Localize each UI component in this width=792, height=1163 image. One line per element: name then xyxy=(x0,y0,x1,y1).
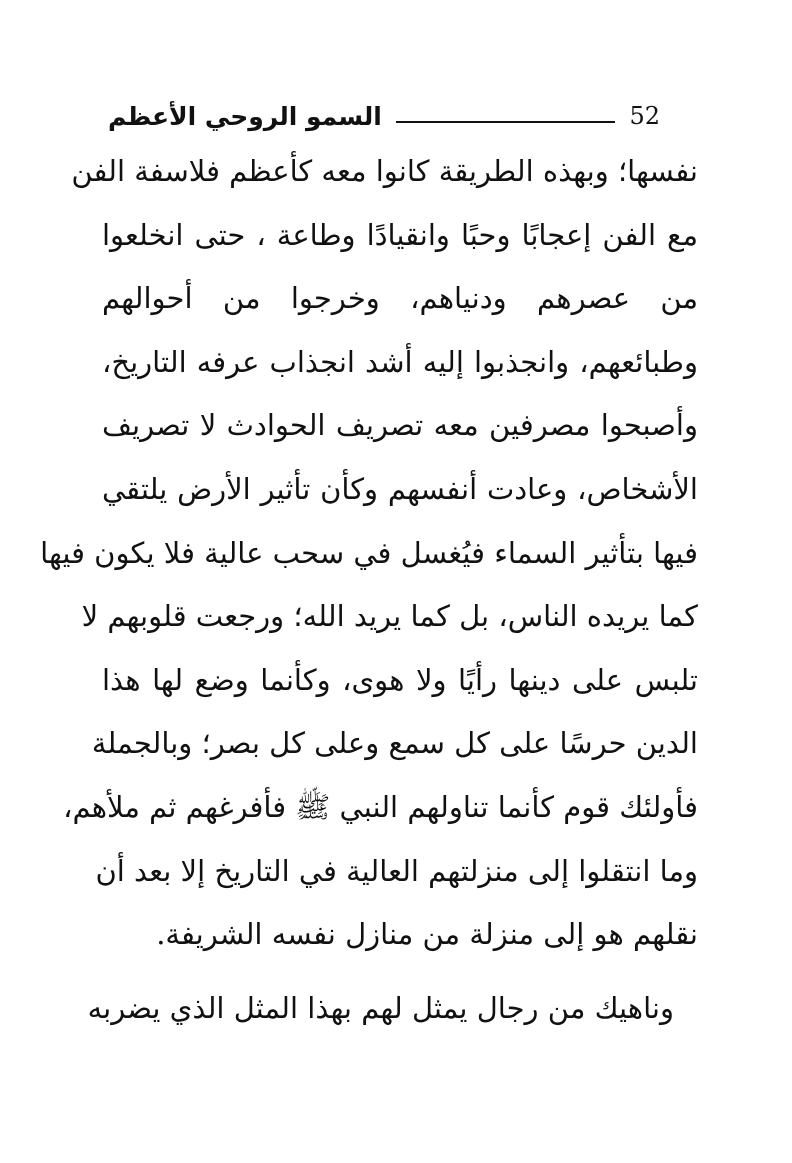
running-header xyxy=(108,96,660,132)
header-rule xyxy=(396,121,616,123)
text-line: من عصرهم ودنياهم، وخرجوا من أحوالهم xyxy=(102,281,698,316)
text-line: فأولئك قوم كأنما تناولهم النبي ﷺ فأفرغهم ثم ملأهم، xyxy=(63,789,698,824)
text-line: مع الفن إعجابًا وحبًا وانقيادًا وطاعة ، حتى انخلعوا xyxy=(102,217,698,252)
text-line: نفسها؛ وبهذه الطريقة كانوا معه كأعظم فلاسفة الفن xyxy=(71,154,698,188)
text-line: وأصبحوا مصرفين معه تصريف الحوادث لا تصريف xyxy=(102,408,698,443)
text-line: فيها بتأثير السماء فيُغسل في سحب عالية فلا يكون فيها xyxy=(40,535,698,570)
text-line: تلبس على دينها رأيًا ولا هوى، وكأنما وضع لها هذا xyxy=(102,662,698,697)
body-text xyxy=(40,140,698,1040)
text-line: كما يريده الناس، بل كما يريد الله؛ ورجعت قلوبهم لا xyxy=(81,599,698,634)
text-line: الأشخاص، وعادت أنفسهم وكأن تأثير الأرض يلتقي xyxy=(102,471,698,506)
text-line: وما انتقلوا إلى منزلتهم العالية في التاريخ إلا بعد أن xyxy=(95,853,698,888)
text-line: نقلهم هو إلى منزلة من منازل نفسه الشريفة. xyxy=(156,917,698,952)
text-line: وطبائعهم، وانجذبوا إليه أشد انجذاب عرفه التاريخ، xyxy=(102,344,698,379)
page-number: 52 xyxy=(629,102,660,130)
next-paragraph xyxy=(87,977,698,1041)
text-line: الدين حرسًا على كل سمع وعلى كل بصر؛ وبالجملة xyxy=(91,726,698,761)
book-title: السمو الروحي الأعظم xyxy=(108,101,382,131)
text-line: وناهيك من رجال يمثل لهم بهذا المثل الذي يضربه xyxy=(87,990,674,1025)
